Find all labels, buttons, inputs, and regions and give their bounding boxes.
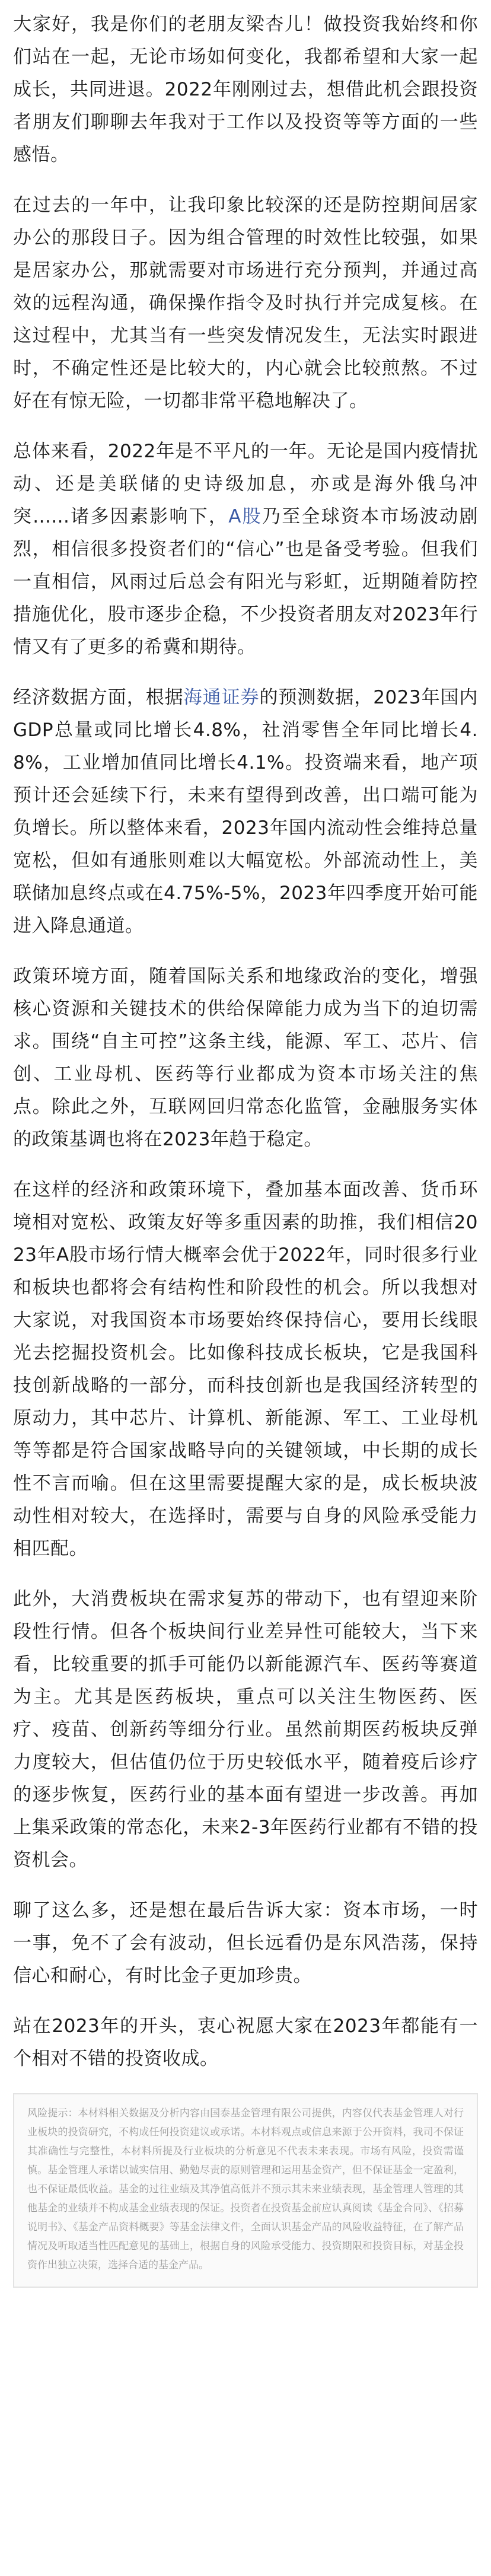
paragraph-text: 的预测数据，2023年国内GDP总量或同比增长4.8%，社消零售全年同比增长4.8%，工业增加值同比增长4.1%。投资端来看，地产项预计还会延续下行，未来有望得到改善，出口端可能为负增长。所以整体来看，2023年国内流动性会维持总量宽松，但如有通胀则难以大幅宽松。外部流动性上，美联储加息终点或在4.75%-5%，2023年四季度开始可能进入降息通道。 [13, 687, 479, 937]
paragraph-text: 乃至全球资本市场波动剧烈，相信很多投资者们的“信心”也是备受考验。但我们一直相信，风雨过后总会有阳光与彩虹，近期随着防控措施优化，股市逐步企稳，不少投资者朋友对2023年行情又有了更多的希冀和期待。 [13, 506, 479, 658]
paragraph-consumption: 此外，大消费板块在需求复苏的带动下，也有望迎来阶段性行情。但各个板块间行业差异性可能较大，当下来看，比较重要的抓手可能仍以新能源汽车、医药等赛道为主。尤其是医药板块，重点可以关注生物医药、医疗、疫苗、创新药等细分行业。虽然前期医药板块反弹力度较大，但估值仍位于历史较低水平，随着疫后诊疗的逐步恢复，医药行业的基本面有望进一步改善。再加上集采政策的常态化，未来2-3年医药行业都有不错的投资机会。 [13, 1588, 478, 1871]
paragraph-remote-work: 在过去的一年中，让我印象比较深的还是防控期间居家办公的那段日子。因为组合管理的时效性比较强，如果是居家办公，那就需要对市场进行充分预判，并通过高效的远程沟通，确保操作指令及时执行并完成复核。在这过程中，尤其当有一些突发情况发生，无法实时跟进时，不确定性还是比较大的，内心就会比较煎熬。不过好在有惊无险，一切都非常平稳地解决了。 [13, 195, 478, 412]
risk-disclaimer: 风险提示：本材料相关数据及分析内容由国泰基金管理有限公司提供，内容仅代表基金管理人对行业板块的投资研究，不构成任何投资建议或承诺。本材料观点或信息来源于公开资料，我司不保证其准确性与完整性，本材料所提及行业板块的分析意见不代表未来表现。市场有风险，投资需谨慎。基金管理人承诺以诚实信用、勤勉尽责的原则管理和运用基金资产，但不保证基金一定盈利，也不保证最低收益。基金的过往业绩及其净值高低并不预示其未来业绩表现，基金管理人管理的其他基金的业绩并不构成基金业绩表现的保证。投资者在投资基金前应认真阅读《基金合同》、《招募说明书》、《基金产品资料概要》等基金法律文件，全面认识基金产品的风险收益特征，在了解产品情况及听取适当性匹配意见的基础上，根据自身的风险承受能力、投资期限和投资目标，对基金投资作出独立决策，选择合适的基金产品。 [13, 2093, 478, 2288]
paragraph-intro: 大家好，我是你们的老朋友梁杏儿！做投资我始终和你们站在一起，无论市场如何变化，我都希望和大家一起成长，共同进退。2022年刚刚过去，想借此机会跟投资者朋友们聊聊去年我对于工作以及投资等等方面的一些感悟。 [13, 14, 478, 165]
paragraph-policy: 政策环境方面，随着国际关系和地缘政治的变化，增强核心资源和关键技术的供给保障能力成为当下的迫切需求。围绕“自主可控”这条主线，能源、军工、芯片、信创、工业母机、医药等行业都成为资本市场关注的焦点。除此之外，互联网回归常态化监管，金融服务实体的政策基调也将在2023年趋于稳定。 [13, 966, 478, 1150]
paragraph-text: 经济数据方面，根据 [13, 687, 184, 708]
paragraph-economic-data [13, 682, 478, 942]
a-share-link[interactable]: A股 [228, 506, 262, 527]
paragraph-outlook: 在这样的经济和政策环境下，叠加基本面改善、货币环境相对宽松、政策友好等多重因素的助推，我们相信2023年A股市场行情大概率会优于2022年，同时很多行业和板块也都将会有结构性和阶段性的机会。所以我想对大家说，对我国资本市场要始终保持信心，要用长线眼光去挖掘投资机会。比如像科技成长板块，它是我国科技创新战略的一部分，而科技创新也是我国经济转型的原动力，其中芯片、计算机、新能源、军工、工业母机等等都是符合国家战略导向的关键领域，中长期的成长性不言而喻。但在这里需要提醒大家的是，成长板块波动性相对较大，在选择时，需要与自身的风险承受能力相匹配。 [13, 1179, 478, 1559]
paragraph-closing: 站在2023年的开头，衷心祝愿大家在2023年都能有一个相对不错的投资收成。 [13, 2015, 478, 2069]
paragraph-text: 总体来看，2022年是不平凡的一年。无论是国内疫情扰动、还是美联储的史诗级加息，亦或是海外俄乌冲突......诸多因素影响下， [13, 441, 478, 527]
paragraph-summary: 聊了这么多，还是想在最后告诉大家：资本市场，一时一事，免不了会有波动，但长远看仍是东风浩荡，保持信心和耐心，有时比金子更加珍贵。 [13, 1900, 478, 1986]
paragraph-market-overview [13, 435, 478, 664]
haitong-securities-link[interactable]: 海通证券 [183, 687, 260, 708]
